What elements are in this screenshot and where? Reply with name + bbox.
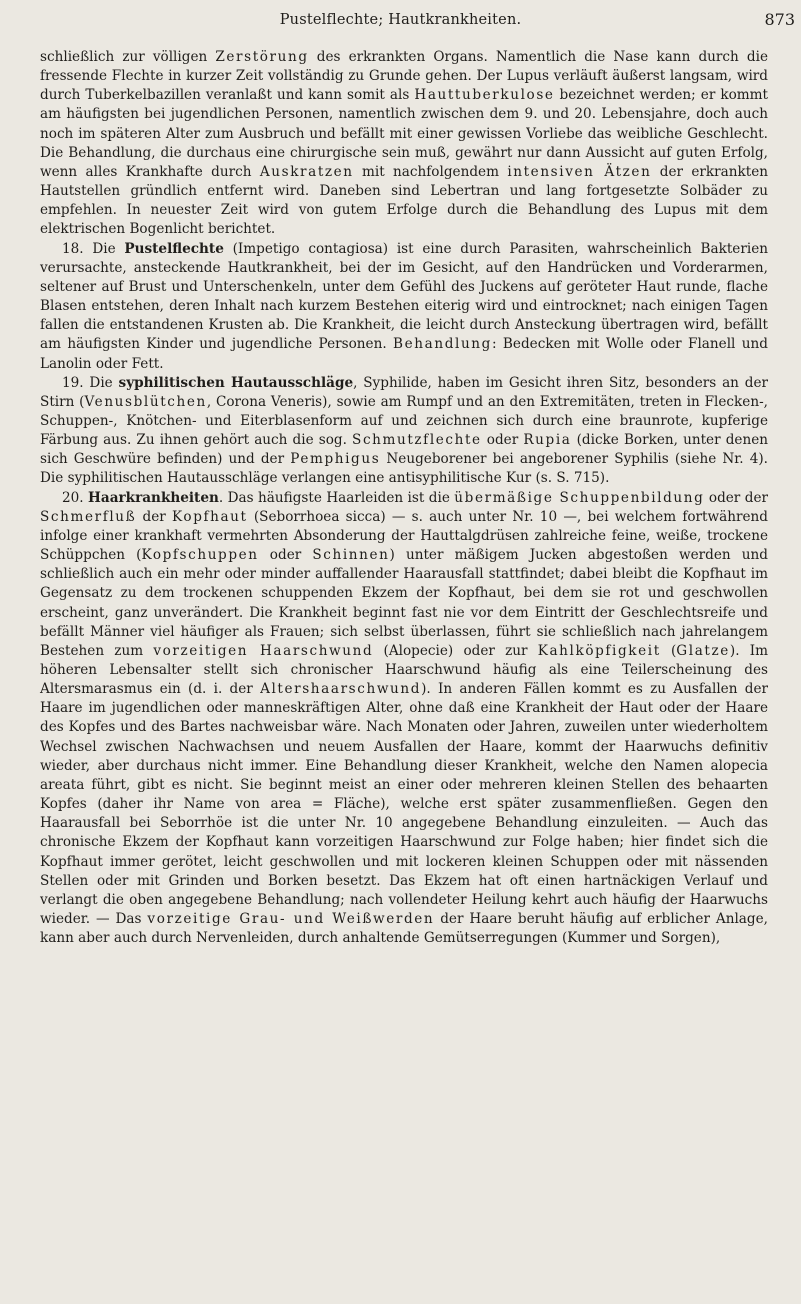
text-run: (dicke Borken, unter denen sich Geschwüre befinden) und der — [40, 432, 768, 468]
text-run: ). Im höheren Lebensalter stellt sich chronischer Haarschwund häufig als eine Teilerscheinung des Altersmarasmus ein (d. i. der — [40, 642, 768, 698]
paragraph — [40, 240, 768, 374]
text-run: ( — [660, 642, 677, 659]
text-run: oder — [258, 547, 313, 564]
text-run: des erkrankten Organs. Namentlich die Nase kann durch die fressende Flechte in kurzer Zeit vollständig zu Grunde gehen. Der Lupus verläuft äußerst langsam, wird durch Tuberkelbazillen veranlaßt und kann somit als — [40, 49, 768, 104]
emphasized-term: Venusblütchen — [84, 393, 207, 410]
text-run: der — [136, 508, 173, 525]
emphasized-term: Hauttuberkulose — [414, 87, 555, 104]
text-run: Neugeborener bei angeborener Syphilis (siehe Nr. 4). Die syphilitischen Hautausschläge verlangen eine antisyphilitische Kur (s. S. 715). — [40, 451, 768, 487]
body-text — [40, 48, 768, 948]
emphasized-term: Pemphigus — [290, 451, 381, 468]
text-run: 20. — [62, 489, 89, 506]
text-run: , Corona Veneris), sowie am Rumpf und an den Extremitäten, treten in Flecken-, Schuppen-, Knötchen- und Eiterblasenform auf und zeichnen sich durch eine braunrote, kupferige Färbung aus. Zu ihnen gehört auch die sog. — [40, 393, 768, 449]
text-run: mit nachfolgendem — [353, 163, 508, 180]
text-run: (Seborrhoea sicca) — s. auch unter Nr. 10 —, bei welchem fortwährend infolge einer krankhaft vermehrten Absonderung der Hauttalgdrüsen zahlreiche feine, weiße, trockene Schüppchen ( — [40, 508, 768, 564]
emphasized-term: Behandlung — [393, 336, 492, 353]
text-run: (Impetigo contagiosa) ist eine durch Parasiten, wahrscheinlich Bakterien verursachte, ansteckende Hautkrankheit, bei der im Gesicht, auf den Handrücken und Vorderarmen, seltener auf Brust und Unterschenkeln, unter dem Gefühl des Juckens auf geröteter Haut runde, flache Blasen entstehen, deren Inhalt nach kurzem Bestehen eiterig wird und eintrocknet; nach einigen Tagen fallen die entstandenen Krusten ab. Die Krankheit, die leicht durch Ansteckung übertragen wird, befällt am häufigsten Kinder und jugendliche Personen. — [40, 240, 768, 353]
text-run: oder der — [704, 489, 768, 506]
emphasized-term: übermäßige Schuppenbildung — [454, 489, 705, 506]
emphasized-term: Zerstörung — [215, 49, 309, 65]
text-run: 18. Die — [62, 240, 125, 257]
emphasized-term: Kopfhaut — [172, 508, 248, 525]
emphasized-term: Altershaarschwund — [260, 681, 422, 698]
text-run: ). In anderen Fällen kommt es zu Ausfallen der Haare im jugendlichen oder manneskräftigen Alter, ohne daß eine Krankheit der Haut oder der Haare des Kopfes und des Bartes nachweisbar wäre. Nach Monaten oder Jahren, zuweilen unter wiederholtem Wechsel zwischen Nachwachsen und neuem Ausfallen der Haare, kommt der Haarwuchs definitiv wieder, aber durchaus nicht immer. Eine Behandlung dieser Krankheit, welche den Namen alopecia areata führt, gibt es nicht. Sie beginnt meist an einer oder mehreren kleinen Stellen des behaarten Kopfes (daher ihr Name von area = Fläche), welche erst später zusammenfließen. Gegen den Haarausfall bei Seborrhöe ist die unter Nr. 10 angegebene Behandlung einzuleiten. — Auch das chronische Ekzem der Kopfhaut kann vorzeitigen Haarschwund zur Folge haben; hier findet sich die Kopfhaut immer gerötet, leicht geschwollen und mit lockeren kleinen Schuppen oder mit nässenden Stellen oder mit Grinden und Borken besetzt. Das Ekzem hat oft einen hartnäckigen Verlauf und verlangt die oben angegebene Behandlung; nach vollendeter Heilung kehrt auch häufig der Haarwuchs wieder. — Das — [40, 681, 768, 928]
text-run: der Haare beruht häufig auf erblicher Anlage, kann aber auch durch Nervenleiden, durch anhaltende Gemütserregungen (Kummer und Sorgen), — [40, 911, 768, 947]
emphasized-term: Glatze — [676, 642, 730, 659]
running-header — [0, 8, 801, 36]
emphasized-term: Schmutzflechte — [352, 432, 482, 449]
section-title: syphilitischen Hautausschläge — [118, 374, 354, 391]
emphasized-term: Schinnen — [312, 547, 390, 564]
emphasized-term: intensiven Ätzen — [507, 163, 652, 180]
page-number: 873 — [764, 10, 795, 29]
emphasized-term: vorzeitigen Haarschwund — [153, 642, 374, 659]
paragraph — [40, 48, 768, 240]
emphasized-term: Kahlköpfigkeit — [537, 642, 661, 659]
text-run: ) unter mäßigem Jucken abgestoßen werden und schließlich auch ein mehr oder minder auffallender Haarausfall stattfindet; dabei bleibt die Kopfhaut im Gegensatz zu dem trockenen schuppenden Ekzem der Kopfhaut, bei dem sie rot und geschwollen erscheint, ganz unverändert. Die Krankheit beginnt fast nie vor dem Eintritt der Geschlechtsreife und befällt Männer viel häufiger als Frauen; sich selbst überlassen, führt sie schließlich nach jahrelangem Bestehen zum — [40, 547, 768, 659]
text-run: der erkrankten Hautstellen gründlich entfernt wird. Daneben sind Lebertran und lang fortgesetzte Solbäder zu empfehlen. In neuester Zeit wird von gutem Erfolge durch die Behandlung des Lupus mit dem elektrischen Bogenlicht berichtet. — [40, 163, 768, 238]
text-run: 19. Die — [62, 374, 119, 391]
running-title: Pustelflechte; Hautkrankheiten. — [279, 12, 522, 28]
emphasized-term: vorzeitige Grau- und Weißwerden — [147, 911, 435, 928]
emphasized-term: Kopfschuppen — [141, 547, 259, 564]
paragraph — [40, 489, 768, 949]
section-title: Pustelflechte — [124, 240, 224, 257]
text-run: , Syphilide, haben im Gesicht ihren Sitz, besonders an der Stirn ( — [40, 374, 768, 410]
emphasized-term: Rupia — [523, 432, 572, 449]
emphasized-term: Schmerfluß — [40, 508, 137, 525]
emphasized-term: Auskratzen — [259, 163, 354, 180]
text-run: (Alopecie) oder zur — [373, 642, 538, 659]
text-run: oder — [481, 432, 524, 449]
text-run: : Bedecken mit Wolle oder Flanell und Lanolin oder Fett. — [40, 336, 768, 372]
text-run: schließlich zur völligen — [40, 49, 216, 65]
text-run: bezeichnet werden; er kommt am häufigsten bei jugendlichen Personen, namentlich zwischen dem 9. und 20. Lebensjahre, doch auch noch im späteren Alter zum Ausbruch und befällt mit einer gewissen Vorliebe das weibliche Geschlecht. Die Behandlung, die durchaus eine chirurgische sein muß, gewährt nur dann Aussicht auf guten Erfolg, wenn alles Krankhafte durch — [40, 87, 768, 180]
section-title: Haarkrankheiten — [88, 489, 219, 506]
paragraph — [40, 374, 768, 489]
text-run: . Das häufigste Haarleiden ist die — [218, 489, 455, 506]
